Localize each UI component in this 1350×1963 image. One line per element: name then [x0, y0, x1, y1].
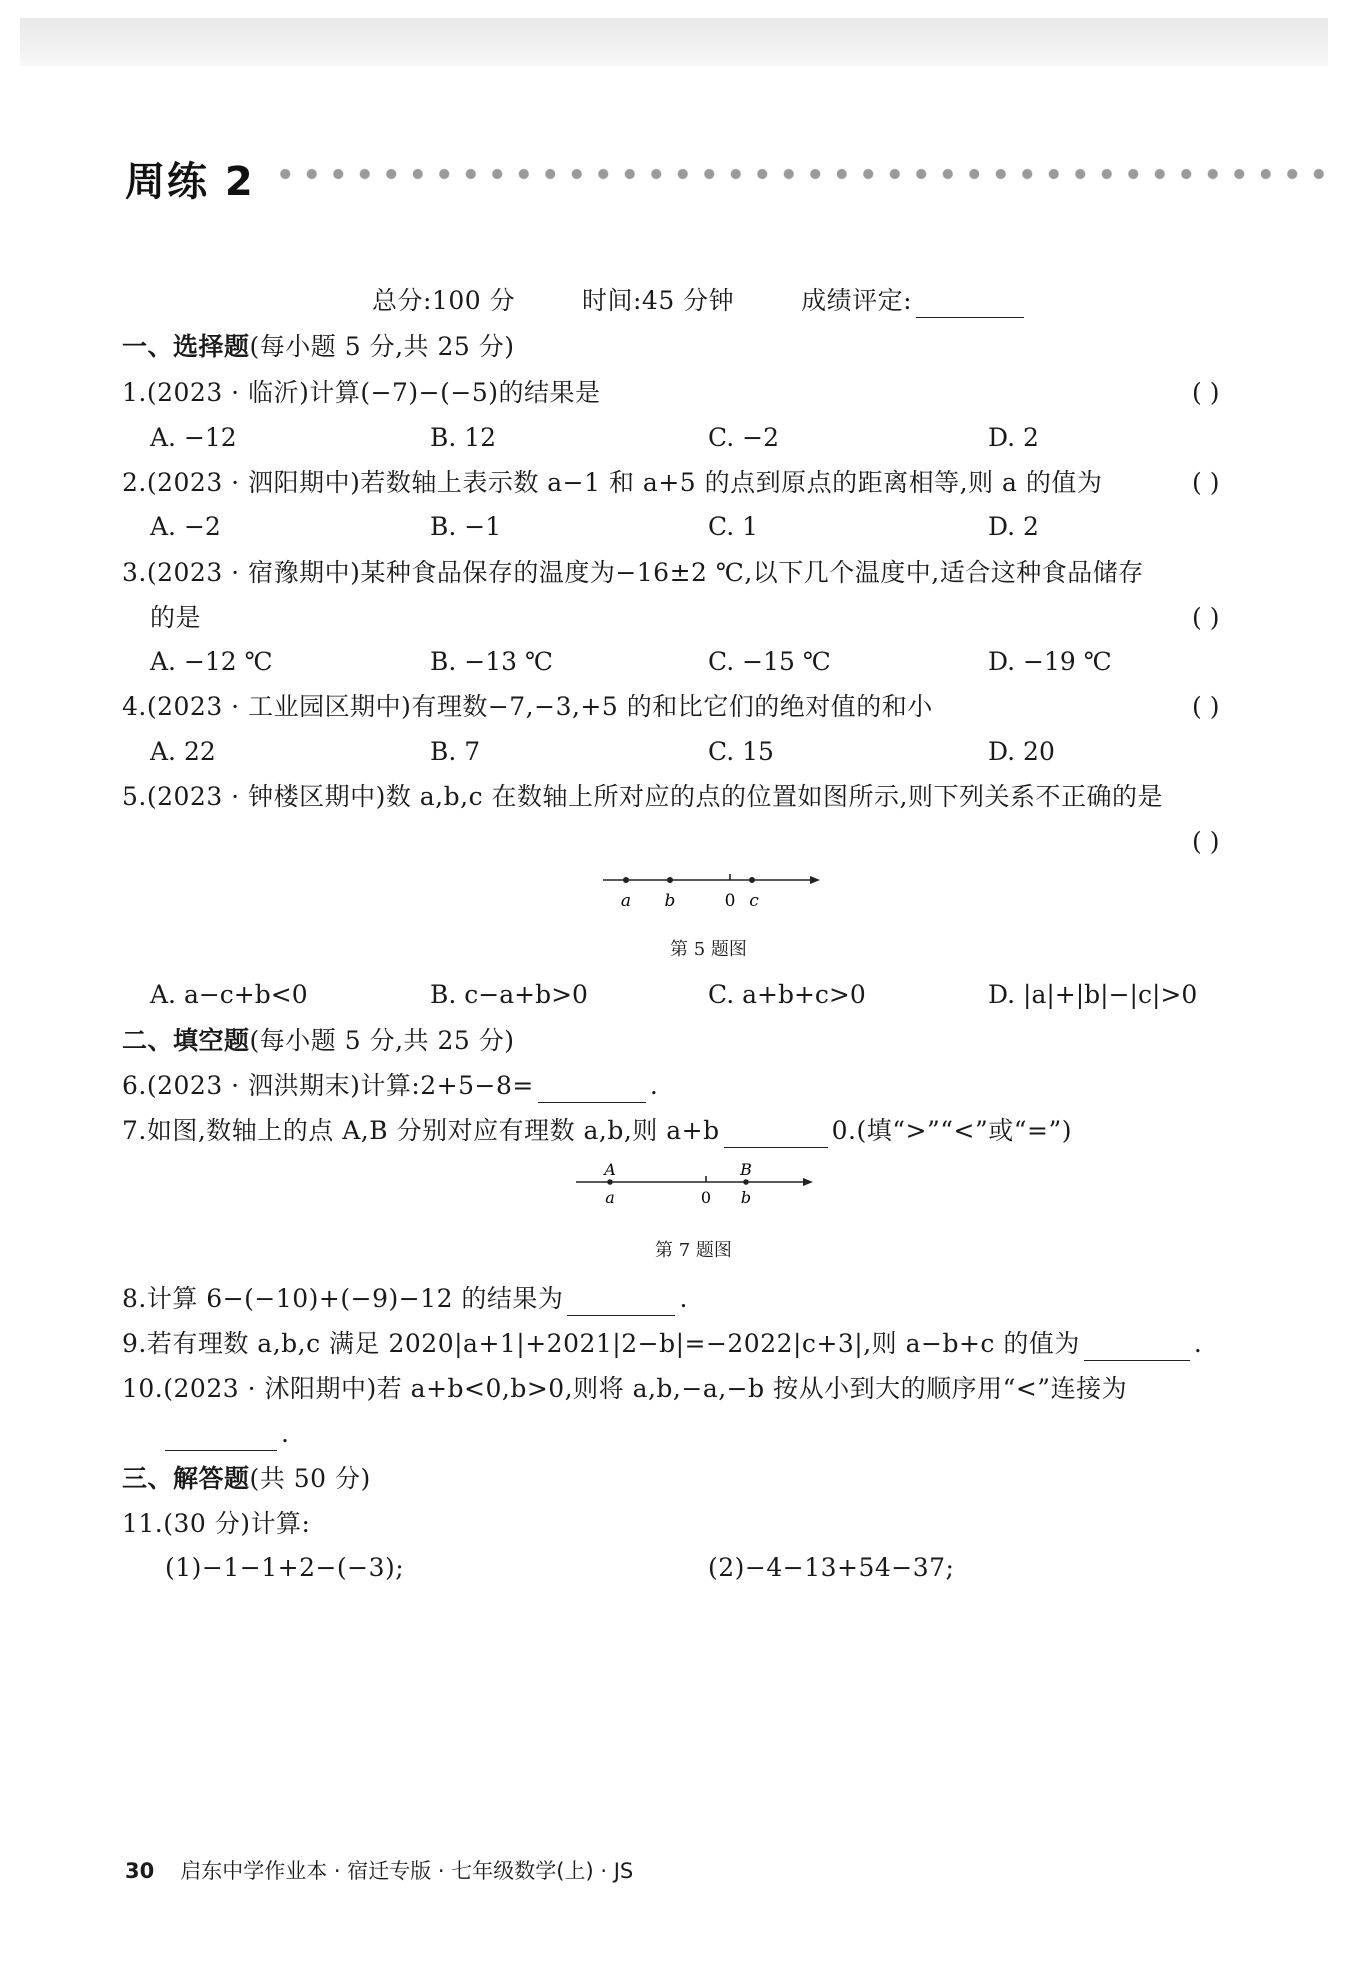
question-6 — [122, 1069, 658, 1103]
q2-option-b[interactable]: B. −1 — [430, 512, 502, 541]
question-8 — [122, 1282, 688, 1316]
question-9-end: . — [1193, 1329, 1203, 1358]
question-6-end: . — [649, 1071, 659, 1100]
q5-option-c[interactable]: C. a+b+c>0 — [708, 980, 866, 1009]
time-limit: 时间:45 分钟 — [582, 286, 735, 315]
q3-option-a[interactable]: A. −12 ℃ — [150, 647, 273, 676]
label-B: B — [740, 1160, 752, 1179]
page-number: 30 — [125, 1859, 155, 1883]
question-8-text: 8.计算 6−(−10)+(−9)−12 的结果为 — [122, 1284, 564, 1313]
header-info — [372, 284, 1028, 318]
point-c — [749, 877, 755, 883]
q2-option-a[interactable]: A. −2 — [150, 512, 221, 541]
section-solve — [122, 1462, 371, 1496]
question-11-part-2: (2)−4−13+54−37; — [708, 1553, 955, 1582]
answer-blank-7[interactable] — [724, 1121, 828, 1148]
label-zero: 0 — [700, 1188, 712, 1207]
q4-option-b[interactable]: B. 7 — [430, 737, 481, 766]
question-9-text: 9.若有理数 a,b,c 满足 2020|a+1|+2021|2−b|=−2022|c+3|,则 a−b+c 的值为 — [122, 1329, 1080, 1358]
answer-paren-5[interactable]: ( ) — [1192, 827, 1220, 856]
answer-paren-3[interactable]: ( ) — [1192, 603, 1220, 632]
grade-label: 成绩评定: — [801, 286, 913, 315]
question-7 — [122, 1114, 1072, 1148]
q3-option-b[interactable]: B. −13 ℃ — [430, 647, 553, 676]
label-c: c — [749, 891, 759, 911]
q1-option-a[interactable]: A. −12 — [150, 423, 237, 452]
question-11: 11.(30 分)计算: — [122, 1509, 311, 1538]
question-11-part-1: (1)−1−1+2−(−3); — [165, 1553, 405, 1582]
label-b: b — [740, 1188, 752, 1207]
axis-arrow — [803, 1178, 813, 1186]
q4-option-d[interactable]: D. 20 — [988, 737, 1055, 766]
grade-blank[interactable] — [916, 291, 1024, 318]
question-5: 5.(2023 · 钟楼区期中)数 a,b,c 在数轴上所对应的点的位置如图所示,则下列关系不正确的是 — [122, 782, 1163, 811]
question-7-text: 7.如图,数轴上的点 A,B 分别对应有理数 a,b,则 a+b — [122, 1116, 720, 1145]
section-title: 三、解答题 — [122, 1464, 250, 1493]
axis-arrow — [810, 876, 820, 884]
question-10-cont — [165, 1417, 289, 1451]
section-title: 一、选择题 — [122, 332, 250, 361]
q1-option-c[interactable]: C. −2 — [708, 423, 779, 452]
q7-number-line-figure — [570, 1160, 820, 1210]
answer-blank-8[interactable] — [567, 1289, 675, 1316]
question-2: 2.(2023 · 泗阳期中)若数轴上表示数 a−1 和 a+5 的点到原点的距离相等,则 a 的值为 — [122, 468, 1103, 497]
question-9 — [122, 1327, 1202, 1361]
q1-option-b[interactable]: B. 12 — [430, 423, 497, 452]
point-a — [607, 1179, 613, 1185]
q4-option-c[interactable]: C. 15 — [708, 737, 774, 766]
q5-number-line-figure — [598, 866, 828, 912]
section-note: (共 50 分) — [249, 1464, 371, 1493]
answer-blank-9[interactable] — [1084, 1334, 1190, 1361]
q5-option-a[interactable]: A. a−c+b<0 — [150, 980, 308, 1009]
section-choice — [122, 330, 514, 364]
question-8-end: . — [679, 1284, 688, 1313]
answer-paren-2[interactable]: ( ) — [1192, 468, 1220, 497]
book-title: 启东中学作业本 · 宿迁专版 · 七年级数学(上) · JS — [180, 1859, 634, 1883]
q1-option-d[interactable]: D. 2 — [988, 423, 1039, 452]
label-b: b — [664, 891, 676, 911]
page-title: 周练 2 — [125, 159, 255, 205]
question-1: 1.(2023 · 临沂)计算(−7)−(−5)的结果是 — [122, 378, 601, 407]
q2-option-d[interactable]: D. 2 — [988, 512, 1039, 541]
q3-option-d[interactable]: D. −19 ℃ — [988, 647, 1112, 676]
answer-paren-1[interactable]: ( ) — [1192, 378, 1220, 407]
section-note: (每小题 5 分,共 25 分) — [249, 1026, 515, 1055]
question-3: 3.(2023 · 宿豫期中)某种食品保存的温度为−16±2 ℃,以下几个温度中,适合这种食品储存 — [122, 558, 1144, 587]
question-10-end: . — [281, 1419, 290, 1448]
q4-option-a[interactable]: A. 22 — [150, 737, 216, 766]
q2-option-c[interactable]: C. 1 — [708, 512, 759, 541]
label-A: A — [604, 1160, 616, 1179]
question-7-end: 0.(填“>”“<”或“=”) — [831, 1116, 1073, 1145]
answer-paren-4[interactable]: ( ) — [1192, 692, 1220, 721]
point-b — [743, 1179, 749, 1185]
answer-blank-10[interactable] — [165, 1424, 277, 1451]
answer-blank-6[interactable] — [538, 1076, 646, 1103]
section-title: 二、填空题 — [122, 1026, 250, 1055]
q5-option-d[interactable]: D. |a|+|b|−|c|>0 — [988, 980, 1198, 1009]
label-a: a — [605, 1188, 615, 1207]
page-footer — [125, 1855, 633, 1885]
question-3-cont: 的是 — [150, 603, 202, 632]
point-b — [667, 877, 673, 883]
question-10: 10.(2023 · 沭阳期中)若 a+b<0,b>0,则将 a,b,−a,−b 按从小到大的顺序用“<”连接为 — [122, 1374, 1128, 1403]
total-score: 总分:100 分 — [372, 286, 516, 315]
q5-option-b[interactable]: B. c−a+b>0 — [430, 980, 588, 1009]
title-dot-rule — [272, 168, 1330, 180]
label-zero: 0 — [724, 891, 736, 911]
q3-option-c[interactable]: C. −15 ℃ — [708, 647, 831, 676]
label-a: a — [620, 891, 632, 911]
section-fill — [122, 1024, 514, 1058]
q7-figure-caption: 第 7 题图 — [655, 1240, 732, 1261]
question-4: 4.(2023 · 工业园区期中)有理数−7,−3,+5 的和比它们的绝对值的和小 — [122, 692, 933, 721]
scan-top-band — [20, 18, 1328, 66]
question-6-text: 6.(2023 · 泗洪期末)计算:2+5−8= — [122, 1071, 534, 1100]
section-note: (每小题 5 分,共 25 分) — [249, 332, 515, 361]
q5-figure-caption: 第 5 题图 — [670, 939, 747, 960]
point-a — [623, 877, 629, 883]
